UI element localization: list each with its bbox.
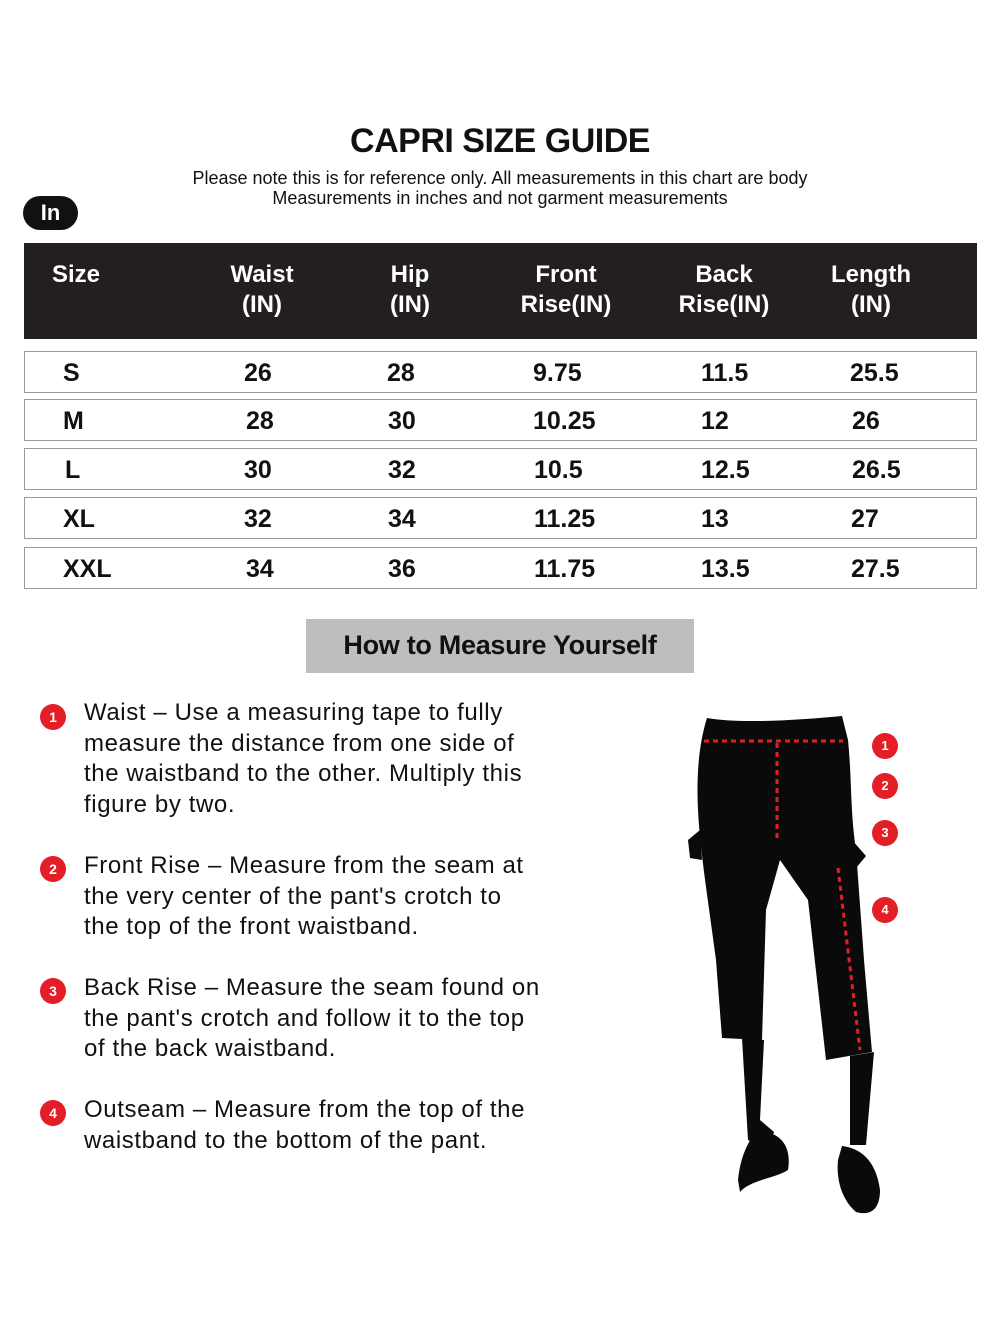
reference-note [0, 168, 1000, 208]
step-text: Back Rise – Measure the seam found on the pant's crotch and follow it to the top of the back waistband. [84, 974, 540, 1063]
cell-hip: 32 [388, 456, 416, 484]
cell-hip: 28 [387, 359, 415, 387]
shoe-right [838, 1146, 880, 1213]
cell-size: M [63, 407, 84, 435]
cell-waist: 34 [246, 555, 274, 583]
table-row [24, 448, 977, 490]
cell-waist: 30 [244, 456, 272, 484]
cell-length: 26.5 [852, 456, 901, 484]
hand-left [688, 830, 702, 860]
cell-hip: 34 [388, 505, 416, 533]
capri-figure [680, 700, 920, 1230]
step-number-badge: 3 [40, 978, 66, 1004]
cell-hip: 30 [388, 407, 416, 435]
cell-waist: 32 [244, 505, 272, 533]
cell-back-rise: 13.5 [701, 555, 750, 583]
cell-size: XXL [63, 555, 112, 583]
header-waist: Waist (IN) [230, 261, 294, 318]
cell-back-rise: 11.5 [701, 359, 749, 387]
table-row [24, 547, 977, 589]
cell-size: S [63, 359, 80, 387]
step-number-badge: 1 [40, 704, 66, 730]
cell-front-rise: 11.25 [534, 505, 596, 533]
note-line: Please note this is for reference only. All measurements in this chart are body [192, 168, 808, 188]
cell-front-rise: 11.75 [534, 555, 596, 583]
header-front-rise: Front Rise(IN) [520, 261, 612, 318]
step-text: Outseam – Measure from the top of the waistband to the bottom of the pant. [84, 1096, 526, 1154]
figure-marker: 3 [872, 820, 898, 846]
cell-hip: 36 [388, 555, 416, 583]
cell-length: 26 [852, 407, 880, 435]
step-number-badge: 2 [40, 856, 66, 882]
cell-size: L [65, 456, 81, 484]
header-length: Length (IN) [831, 261, 911, 318]
page-title: CAPRI SIZE GUIDE [350, 122, 650, 160]
cell-back-rise: 13 [701, 505, 729, 533]
cell-waist: 28 [246, 407, 274, 435]
pants-silhouette [697, 716, 872, 1060]
unit-badge: In [23, 196, 78, 230]
header-hip: Hip (IN) [390, 261, 430, 318]
cell-front-rise: 9.75 [533, 359, 582, 387]
cell-back-rise: 12 [701, 407, 729, 435]
leg-right [850, 1052, 874, 1145]
cell-length: 27 [851, 505, 879, 533]
step-text: Waist – Use a measuring tape to fully measure the distance from one side of the waistband to the other. Multiply this figure by two. [84, 699, 523, 818]
cell-length: 27.5 [851, 555, 900, 583]
cell-length: 25.5 [850, 359, 899, 387]
header-size: Size [52, 261, 101, 288]
shoe-left [738, 1132, 789, 1192]
cell-front-rise: 10.5 [534, 456, 583, 484]
table-row [24, 351, 977, 393]
how-to-measure-heading: How to Measure Yourself [306, 619, 694, 673]
cell-waist: 26 [244, 359, 272, 387]
header-back-rise: Back Rise(IN) [678, 261, 770, 318]
step-text: Front Rise – Measure from the seam at the very center of the pant's crotch to the top of the front waistband. [84, 852, 524, 941]
figure-marker: 4 [872, 897, 898, 923]
cell-front-rise: 10.25 [533, 407, 596, 435]
note-line: Measurements in inches and not garment measurements [272, 188, 728, 208]
figure-marker: 1 [872, 733, 898, 759]
cell-size: XL [63, 505, 95, 533]
table-row [24, 399, 977, 441]
cell-back-rise: 12.5 [701, 456, 750, 484]
figure-marker: 2 [872, 773, 898, 799]
table-header [24, 243, 977, 339]
step-number-badge: 4 [40, 1100, 66, 1126]
table-row [24, 497, 977, 539]
